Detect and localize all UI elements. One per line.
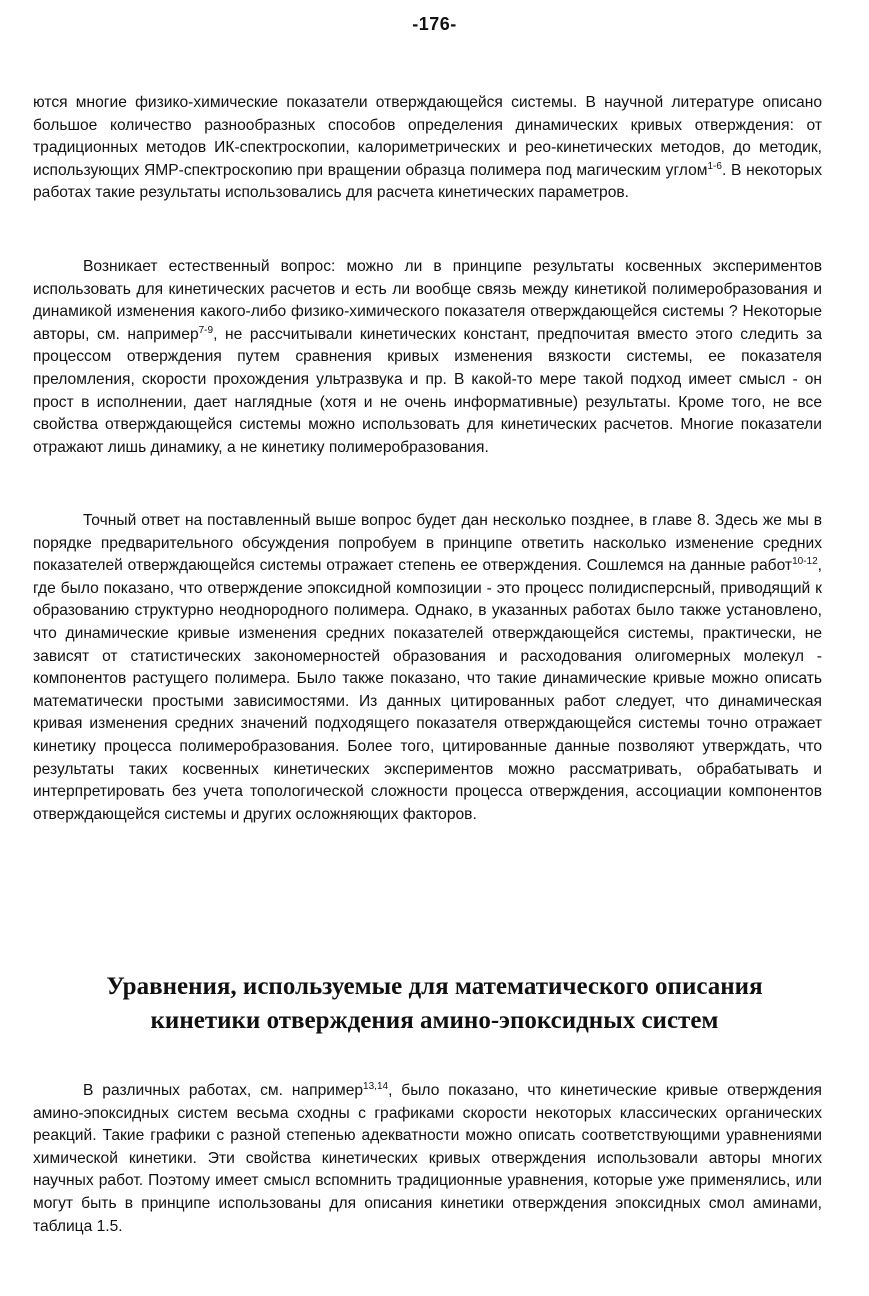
citation-superscript: 10-12 [792,556,818,568]
section-heading [0,970,869,1038]
paragraph-text-tail: , не рассчитывали кинетических констант, предпочитая вместо этого следить за процессом отверждения путем сравнения кривых изменения вязкости системы, ее показателя преломления, скорости прохождения ультразвука и пр. В какой-то мере такой подход имеет смысл - он прост в исполнении, дает наглядные (хотя и не очень информативные) результаты. Кроме того, не все свойства отверждающейся системы можно использовать для кинетических расчетов. Многие показатели отражают лишь динамику, а не кинетику полимеробразования. [33,325,822,456]
paragraph-text-tail: , где было показано, что отверждение эпоксидной композиции - это процесс полидисперсный, приводящий к образованию структурно неоднородного полимера. Однако, в указанных работах было также установлено, что динамические кривые изменения средних показателей отверждающейся системы, практически, не зависят от статистических закономерностей образования и расходования олигомерных молекул - компонентов растущего полимера. Было также показано, что такие динамические кривые можно описать математически простыми зависимостями. Из данных цитированных работ следует, что динамическая кривая изменения средних значений подходящего показателя отверждающейся системы точно отражает кинетику процесса полимеробразования. Более того, цитированные данные позволяют утверждать, что результаты таких косвенных кинетических экспериментов можно рассматривать, обрабатывать и интерпретировать без учета топологической сложности процесса отверждения, ассоциации компонентов отверждающейся системы и других осложняющих факторов. [33,557,822,823]
citation-superscript: 7-9 [198,324,214,336]
paragraph-equations-intro [33,1080,822,1238]
section-heading-line-1: Уравнения, используемые для математического описания [106,973,763,1000]
paragraph-text: Возникает естественный вопрос: можно ли в принципе результаты косвенных экспериментов использовать для кинетических расчетов и есть ли вообще связь между кинетикой полимеробразования и динамикой изменения какого-либо физико-химического показателя отверждающейся системы ? Некоторые авторы, см. например [33,258,822,343]
paragraph-question [33,256,822,459]
paragraph-continuation [33,92,822,205]
paragraph-text-tail: . В некоторых работах такие результаты использовались для расчета кинетических параметров. [33,161,823,202]
page-number: -176- [412,14,457,34]
paragraph-text-tail: , было показано, что кинетические кривые отверждения амино-эпоксидных систем весьма сходны с графиками скорости некоторых классических органических реакций. Такие графики с разной степенью адекватности можно описать соответствующими уравнениями химической кинетики. Эти свойства кинетических кривых отверждения использовали авторы многих научных работ. Поэтому имеет смысл вспомнить традиционные уравнения, которые уже применялись, или могут быть в принципе использованы для описания кинетики отверждения эпоксидных смол аминами, таблица 1.5. [33,1082,822,1235]
paragraph-text: В различных работах, см. например [83,1082,364,1099]
paragraph-text: ются многие физико-химические показатели отверждающейся системы. В научной литературе описано большое количество разнообразных способов определения динамических кривых отверждения: от традиционных методов ИК-спектроскопии, калориметрических и рео-кинетических методов, до методик, использующих ЯМР-спектроскопию при вращении образца полимера под магическим углом [33,94,822,179]
citation-superscript: 1-6 [707,160,722,172]
citation-superscript: 13,14 [363,1081,389,1092]
paragraph-text: Точный ответ на поставленный выше вопрос будет дан несколько позднее, в главе 8. Здесь же мы в порядке предварительного обсуждения попробуем в принципе ответить насколько изменение средних показателей отверждающейся системы отражает степень ее отверждения. Сошлемся на данные работ [33,512,822,575]
paragraph-answer [33,510,822,826]
section-heading-line-2: кинетики отверждения амино-эпоксидных систем [150,1007,719,1034]
